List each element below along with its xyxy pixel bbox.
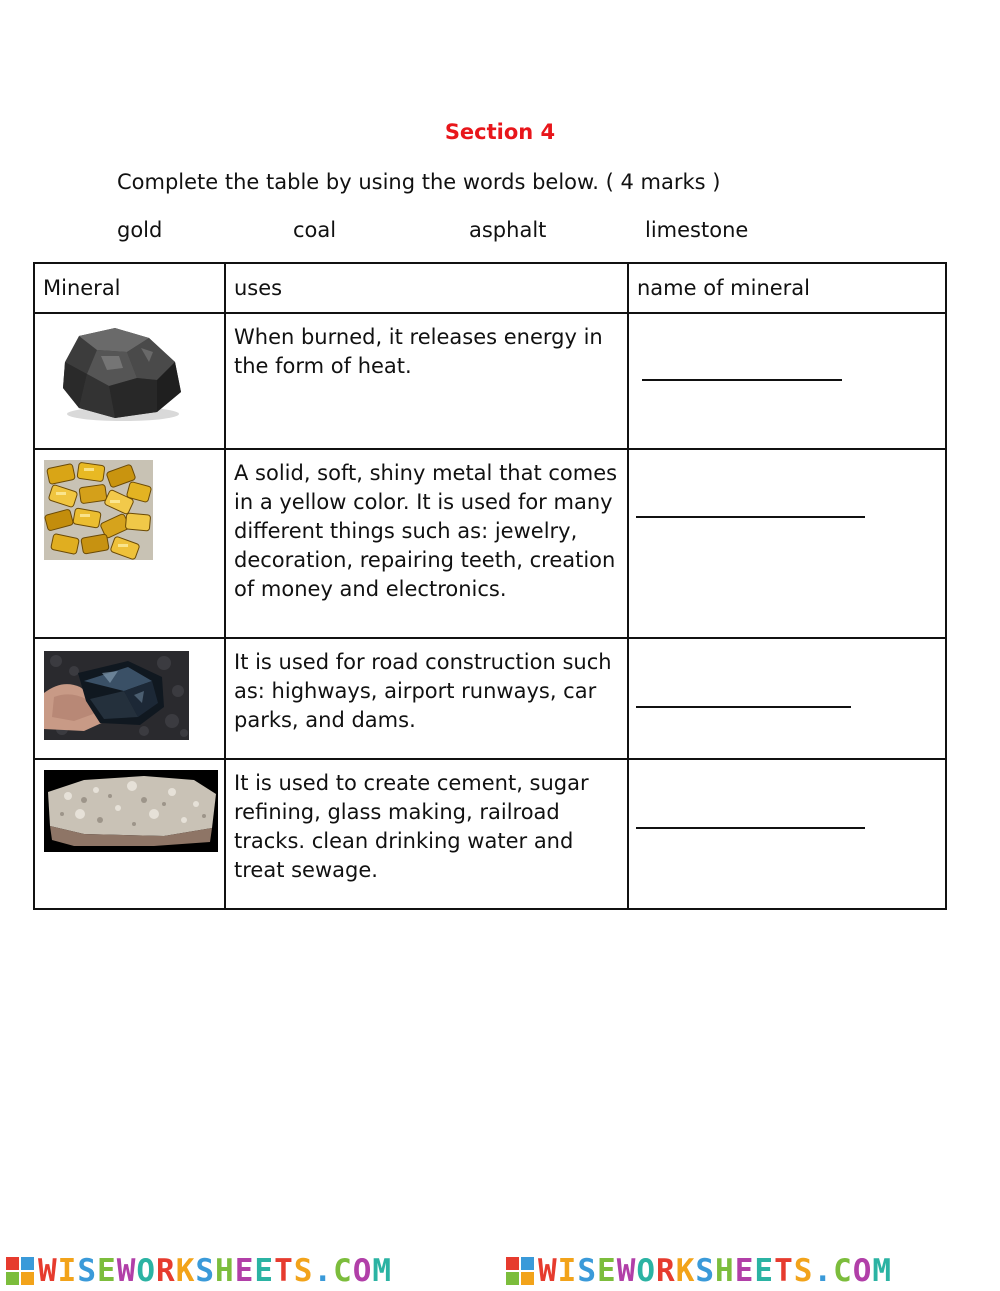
word-bank-item: coal — [293, 218, 337, 242]
section-title: Section 4 — [444, 120, 556, 144]
gold-image — [44, 460, 153, 560]
uses-text: It is used to create cement, sugar refining, glass making, railroad tracks. clean drinking water and treat sewage. — [234, 771, 589, 882]
instruction-text: Complete the table by using the words below. ( 4 marks ) — [117, 170, 721, 194]
watermark-text: WISEWORKSHEETS.COM — [38, 1253, 393, 1289]
header-name-of-mineral: name of mineral — [637, 276, 811, 300]
table-row — [34, 449, 946, 638]
wiseworksheets-logo-icon — [6, 1257, 34, 1285]
limestone-image — [44, 770, 218, 852]
watermark-footer — [0, 1251, 1000, 1291]
wiseworksheets-logo-icon — [506, 1257, 534, 1285]
table-row — [34, 759, 946, 909]
coal-image — [57, 322, 187, 424]
header-mineral: Mineral — [43, 276, 121, 300]
word-bank-item: limestone — [645, 218, 749, 242]
answer-blank[interactable] — [636, 827, 865, 829]
table-header-row — [34, 263, 946, 313]
answer-blank[interactable] — [636, 706, 851, 708]
answer-blank[interactable] — [642, 379, 842, 381]
answer-blank[interactable] — [636, 516, 865, 518]
word-bank-item: gold — [117, 218, 163, 242]
uses-text: It is used for road construction such as: highways, airport runways, car parks, and dams. — [234, 650, 612, 732]
table-row — [34, 638, 946, 759]
uses-text: A solid, soft, shiny metal that comes in a yellow color. It is used for many different things such as: jewelry, decoration, repairing teeth, creation of money and electronics. — [234, 461, 618, 601]
header-uses: uses — [234, 276, 283, 300]
word-bank-item: asphalt — [469, 218, 547, 242]
uses-text: When burned, it releases energy in the form of heat. — [234, 325, 603, 378]
asphalt-image — [44, 651, 189, 740]
table-row — [34, 313, 946, 449]
minerals-table — [33, 262, 947, 910]
watermark-text: WISEWORKSHEETS.COM — [538, 1253, 893, 1289]
